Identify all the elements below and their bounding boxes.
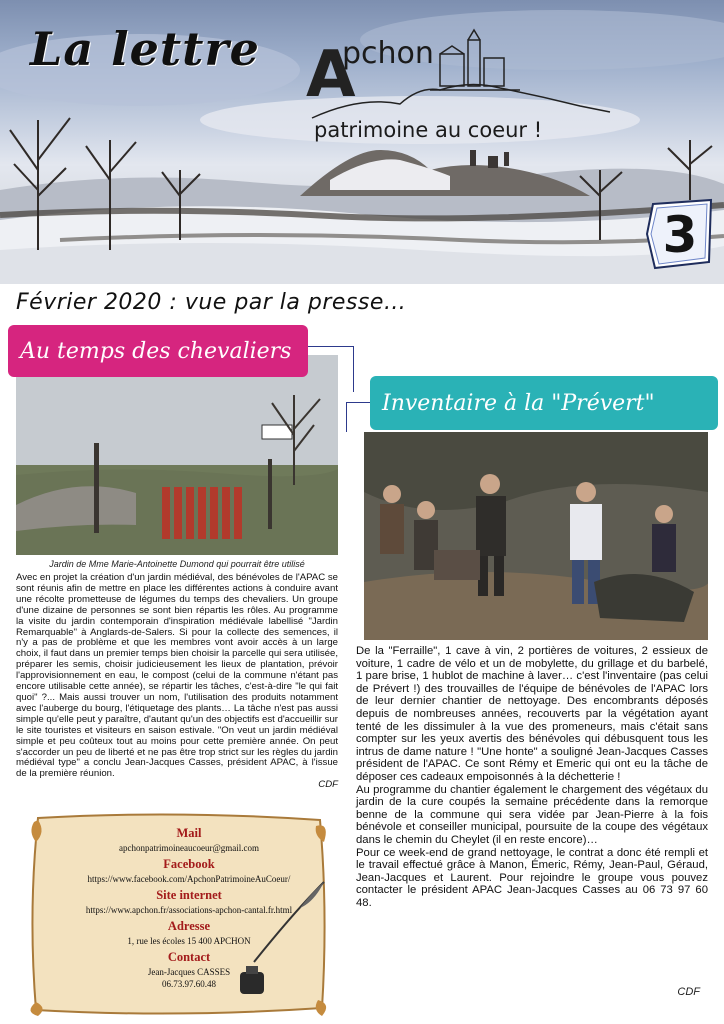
mail-label: Mail <box>176 826 202 840</box>
logo-initial: A <box>306 38 356 112</box>
article-signature-right: CDF <box>677 986 700 998</box>
tab-connector-right <box>346 402 370 432</box>
contact-label: Contact <box>167 950 211 964</box>
volunteers-photo-image <box>364 432 708 640</box>
article-paragraph: Au programme du chantier également le chargement des végétaux du jardin de la cure coupés la semaine précédente dans la remorque benne de la commune qui sera vidée par Jean-Pierre à la fois bénévole et conseiller municipal, poursuite de la coupe des végétaux dans le chemin du Cheylet (il en reste encore)… <box>356 783 708 846</box>
facebook-value[interactable]: https://www.facebook.com/ApchonPatrimoineAuCoeur/ <box>87 874 291 884</box>
contact-phone[interactable]: 06.73.97.60.48 <box>162 979 216 989</box>
logo-tagline: patrimoine au coeur ! <box>314 118 543 142</box>
site-label: Site internet <box>156 888 222 902</box>
garden-photo-image <box>16 355 338 555</box>
garden-photo <box>16 355 338 555</box>
contact-name: Jean-Jacques CASSES <box>147 967 231 977</box>
article-signature: CDF <box>318 779 338 791</box>
newsletter-title: La lettre <box>30 22 260 76</box>
logo-name: pchon <box>342 36 434 71</box>
address-value: 1, rue les écoles 15 400 APCHON <box>127 936 251 946</box>
article-inventaire <box>356 645 708 909</box>
facebook-label: Facebook <box>163 857 215 871</box>
tab-inventaire-prevert: Inventaire à la "Prévert" <box>370 376 718 430</box>
contact-details <box>64 822 314 989</box>
address-label: Adresse <box>167 919 211 933</box>
volunteers-photo <box>364 432 708 640</box>
photo-caption: Jardin de Mme Marie-Antoinette Dumond qui pourrait être utilisé <box>49 559 305 569</box>
issue-number: 3 <box>662 206 698 264</box>
contact-scroll-box <box>24 812 332 1018</box>
site-value[interactable]: https://www.apchon.fr/associations-apchon-cantal.fr.html <box>85 905 293 915</box>
issue-number-badge <box>645 198 715 272</box>
page-headline: Février 2020 : vue par la presse… <box>16 290 407 315</box>
article-jardin-medieval <box>16 573 338 791</box>
mail-value[interactable]: apchonpatrimoineaucoeur@gmail.com <box>119 843 259 853</box>
article-body: Avec en projet la création d'un jardin médiéval, des bénévoles de l'APAC se sont réunis afin de mettre en place les différentes actions à conduire avant une récolte prometteuse de légumes du temps des chevaliers. Un groupe d'une dizaine de personnes se sont bien répartis les rôles. Au programme la visite du jardin contemporain d'inspiration médiévale labellisé "Jardin Remarquable" à Anglards-de-Salers. Si pour la collecte des semences, il n'y a pas de problème et que les membres vont avoir accès à un large choix, il faut dans un premier temps bien choisir la parcelle qui sera utilisée, préparer les semis, choisir judicieusement les lieux de plantation, prévoir l'approvisionnement en eau, le compost (celui de la commune n'étant pas encore utilisable cette année), se répartir les tâches, c'est-à-dire "le qui fait quoi" ?... Mais aussi trouver un nom, l'utilisation des produits notamment avec l'auberge du bourg, l'étiquetage des plants… La tâche n'est pas aussi simple qu'elle peut y paraître, d'autant qu'un des objectifs est d'accueillir sur le site touristes et visiteurs en saison estivale. "On veut un jardin médiéval simple et peu coûteux tout au moins pour cette première année. On peut s'accorder un peu de liberté et ne pas être trop strict sur les règles du jardin médiéval type" a conclu Jean-Jacques Casses, président APAC, à l'issue de la première réunion. <box>16 572 338 780</box>
header-banner <box>0 0 724 284</box>
article-paragraph: Pour ce week-end de grand nettoyage, le contrat a donc été rempli et le travail effectué grâce à Manon, Émeric, Rémy, Jean-Paul, Géraud, Jean-Jacques et Laurent. Pour rejoindre le groupe vous pouvez contacter le président APAC Jean-Jacques Casses au 06 73 97 60 48. <box>356 846 708 909</box>
article-paragraph: De la "Ferraille", 1 cave à vin, 2 portières de voitures, 2 essieux de voiture, 1 cadre de vélo et un de mobylette, du grillage et du barbelé, 1 pare brise, 1 hublot de machine à laver… c'est l'inventaire (pas celui de Prévert !) des trouvailles de l'équipe de bénévoles de l'APAC lors de leur dernier chantier de nettoyage. Des encombrants déposés depuis de nombreuses années, recouverts par la végétation ayant tenté de les dissimuler à la vue des promeneurs, mais c'était sans compter sur les yeux avertis des bénévoles qui débusquent tous les intrus de dame nature ! "Une honte" a souligné Jean-Jacques Casses président de l'APAC. Ce sont Rémy et Emeric qui ont eu la tâche de déposer ces cadeaux empoisonnés à la déchetterie ! <box>356 645 708 783</box>
tab-au-temps-des-chevaliers: Au temps des chevaliers <box>8 325 308 377</box>
